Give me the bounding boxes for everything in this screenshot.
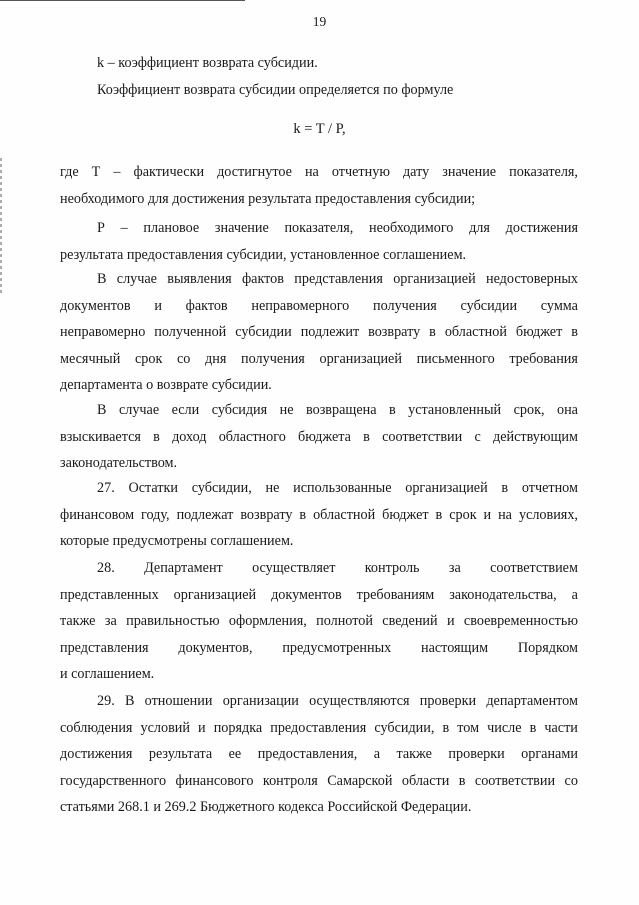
word: В — [124, 693, 135, 709]
word: взыскивается — [60, 428, 141, 445]
word: числе — [487, 719, 522, 736]
word: в — [442, 719, 450, 736]
word: представления — [60, 639, 149, 656]
word: соблюдения — [60, 719, 133, 736]
word: в — [571, 324, 578, 341]
word: использованные — [293, 480, 392, 496]
word: подлежат — [176, 506, 234, 523]
word: не — [279, 402, 294, 418]
t-definition — [60, 159, 578, 212]
word: – — [113, 164, 121, 180]
word: показателя, — [284, 220, 354, 236]
word: соответствием — [490, 560, 578, 576]
paragraph-line — [60, 215, 578, 242]
word: органами — [521, 746, 578, 763]
word: фактов — [185, 297, 228, 314]
scan-edge-marks — [0, 158, 2, 293]
word: организацией — [173, 586, 257, 603]
scan-top-rule — [0, 0, 245, 1]
word: письменного — [416, 350, 495, 367]
word: документов — [60, 297, 131, 314]
word: сведений — [382, 613, 438, 630]
word: соответствии — [474, 772, 556, 789]
word: выявления — [167, 271, 232, 287]
word: Порядком — [517, 639, 578, 656]
word: неправомерного — [251, 297, 350, 314]
word: финансового — [175, 772, 254, 789]
word: бюджета — [298, 428, 351, 445]
word: в — [153, 428, 160, 445]
word: необходимого — [369, 220, 454, 236]
word: для — [469, 220, 490, 236]
word: полученной — [154, 324, 227, 341]
word: областной — [444, 324, 507, 341]
word: Р — [97, 220, 105, 236]
word: а — [571, 586, 578, 603]
word: осуществляет — [252, 560, 336, 576]
word: организации — [222, 693, 299, 709]
word: полнотой — [316, 613, 373, 630]
word: настоящим — [421, 639, 489, 656]
word: подлежит — [300, 324, 360, 341]
word: порядка — [213, 719, 263, 736]
paragraph-line — [60, 555, 578, 582]
k-formula-intro: Коэффициент возврата субсидии определяется по формуле — [97, 81, 454, 98]
word: области — [401, 772, 450, 789]
word: организацией — [405, 480, 488, 496]
word: со — [176, 350, 191, 367]
paragraph-line — [60, 608, 578, 635]
word: условий — [140, 719, 190, 736]
word: срок — [449, 506, 477, 523]
word: году, — [141, 506, 170, 523]
word: за — [448, 560, 461, 576]
word: В — [97, 271, 107, 287]
word: значение — [442, 164, 497, 180]
word: достижения — [60, 746, 133, 763]
word: за — [104, 613, 117, 630]
paragraph-line — [60, 582, 578, 609]
word: плановое — [143, 220, 200, 236]
word: случае — [116, 271, 157, 287]
word: предоставления — [270, 719, 367, 736]
paragraph-line: необходимого для достижения результата предоставления субсидии; — [60, 190, 476, 207]
word: значение — [214, 220, 269, 236]
word: действующим — [492, 428, 578, 445]
word: достигнутое — [217, 164, 292, 180]
word: бюджет — [382, 506, 429, 523]
word: со — [564, 772, 578, 789]
word: фактов — [241, 271, 284, 287]
word: бюджет — [515, 324, 563, 341]
paragraph-line — [60, 768, 578, 795]
word: дату — [402, 164, 430, 180]
word: части — [544, 719, 578, 736]
paragraph-line — [60, 266, 578, 293]
word: не — [265, 480, 280, 496]
word: осуществляются — [309, 693, 410, 709]
word: 27. — [97, 480, 115, 496]
word: получения — [241, 350, 305, 367]
word: контроль — [364, 560, 420, 576]
word: документов — [271, 586, 342, 603]
word: фактически — [133, 164, 205, 180]
paragraph-line — [60, 293, 578, 320]
paragraph-line — [60, 741, 578, 768]
word: субсидии — [235, 324, 292, 341]
word: получения — [373, 297, 437, 314]
word: возврату — [368, 324, 421, 341]
word: организацией — [393, 271, 476, 287]
paragraph-line — [60, 397, 578, 424]
paragraph-line — [60, 159, 578, 186]
word: где — [60, 164, 79, 180]
word: субсидии, — [191, 480, 252, 496]
word: в — [388, 402, 396, 418]
paragraph-line: и соглашением. — [60, 666, 155, 683]
word: условиях, — [518, 506, 578, 523]
word: правильностью — [126, 613, 220, 630]
paragraph-line: департамента о возврате субсидии. — [60, 377, 272, 394]
word: В — [97, 402, 107, 418]
fraud-paragraph — [60, 266, 578, 399]
paragraph-line — [60, 475, 578, 502]
word: Самарской — [327, 772, 393, 789]
word: субсидии — [460, 297, 518, 314]
paragraph-line: результата предоставления субсидии, установленное соглашением. — [60, 246, 467, 263]
word: законодательства, — [449, 586, 557, 603]
word: департаментом — [486, 693, 578, 709]
word: также — [60, 613, 96, 630]
word: в — [363, 428, 370, 445]
word: если — [171, 402, 200, 418]
word: и — [198, 719, 206, 736]
paragraph-line — [60, 502, 578, 529]
word: а — [373, 746, 381, 763]
word: своевременностью — [463, 613, 578, 630]
word: Остатки — [128, 480, 178, 496]
word: предоставления, — [257, 746, 358, 763]
word: Департамент — [144, 560, 223, 576]
word: в — [501, 480, 509, 496]
word: и — [154, 297, 162, 314]
clause-28 — [60, 555, 578, 688]
p-definition — [60, 215, 578, 268]
word: организацией — [319, 350, 402, 367]
not-returned-paragraph — [60, 397, 578, 477]
word: документов, — [178, 639, 253, 656]
word: представления — [294, 271, 383, 287]
paragraph-line: законодательством. — [60, 455, 178, 472]
word: 28. — [97, 560, 115, 576]
word: сумма — [540, 297, 578, 314]
word: областной — [313, 506, 376, 523]
word: предусмотренных — [282, 639, 392, 656]
word: том — [457, 719, 480, 736]
word: государственного — [60, 772, 167, 789]
return-coefficient-formula: k = T / P, — [293, 121, 346, 137]
word: показателя, — [509, 164, 578, 180]
word: – — [120, 220, 128, 236]
word: недостоверных — [485, 271, 578, 287]
clause-27 — [60, 475, 578, 555]
word: дня — [205, 350, 227, 367]
word: и — [446, 613, 455, 630]
word: на — [498, 506, 512, 523]
word: требования — [509, 350, 578, 367]
word: представленных — [60, 586, 159, 603]
word: доход — [172, 428, 207, 445]
clause-29 — [60, 688, 578, 821]
word: и — [483, 506, 492, 523]
page-number: 19 — [312, 14, 327, 29]
paragraph-line — [60, 319, 578, 346]
k-definition-block — [60, 50, 578, 103]
word: неправомерно — [60, 324, 146, 341]
word: соответствии — [382, 428, 463, 445]
word: также — [396, 746, 432, 763]
word: результата — [148, 746, 213, 763]
word: отношении — [144, 693, 213, 709]
word: требованиям — [356, 586, 435, 603]
k-definition: k – коэффициент возврата субсидии. — [97, 55, 318, 71]
word: финансовом — [60, 506, 135, 523]
word: месячный — [60, 350, 121, 367]
word: ее — [228, 746, 242, 763]
word: проверки — [419, 693, 477, 709]
word: в — [429, 324, 436, 341]
word: субсидии, — [374, 719, 435, 736]
paragraph-line — [60, 715, 578, 742]
word: областного — [218, 428, 286, 445]
word: контроля — [262, 772, 318, 789]
word: субсидия — [211, 402, 268, 418]
word: установленный — [408, 402, 502, 418]
word: на — [304, 164, 319, 180]
word: в — [529, 719, 537, 736]
word: отчетном — [521, 480, 578, 496]
word: в — [458, 772, 466, 789]
word: срок — [134, 350, 163, 367]
paragraph-line: статьями 268.1 и 269.2 Бюджетного кодекса Российской Федерации. — [60, 799, 472, 816]
paragraph-line — [60, 346, 578, 373]
word: с — [474, 428, 481, 445]
word: достижения — [505, 220, 578, 236]
word: проверки — [448, 746, 505, 763]
word: случае — [118, 402, 160, 418]
paragraph-line — [60, 635, 578, 662]
paragraph-line — [60, 688, 578, 715]
paragraph-line — [60, 424, 578, 451]
word: оформления, — [228, 613, 307, 630]
word: 29. — [97, 693, 115, 709]
word: Т — [91, 164, 101, 180]
word: возврату — [240, 506, 293, 523]
paragraph-line: которые предусмотрены соглашением. — [60, 533, 294, 550]
word: срок, — [513, 402, 545, 418]
word: в — [299, 506, 307, 523]
word: она — [556, 402, 578, 418]
word: возвращена — [306, 402, 377, 418]
word: в — [435, 506, 443, 523]
word: отчетную — [331, 164, 390, 180]
